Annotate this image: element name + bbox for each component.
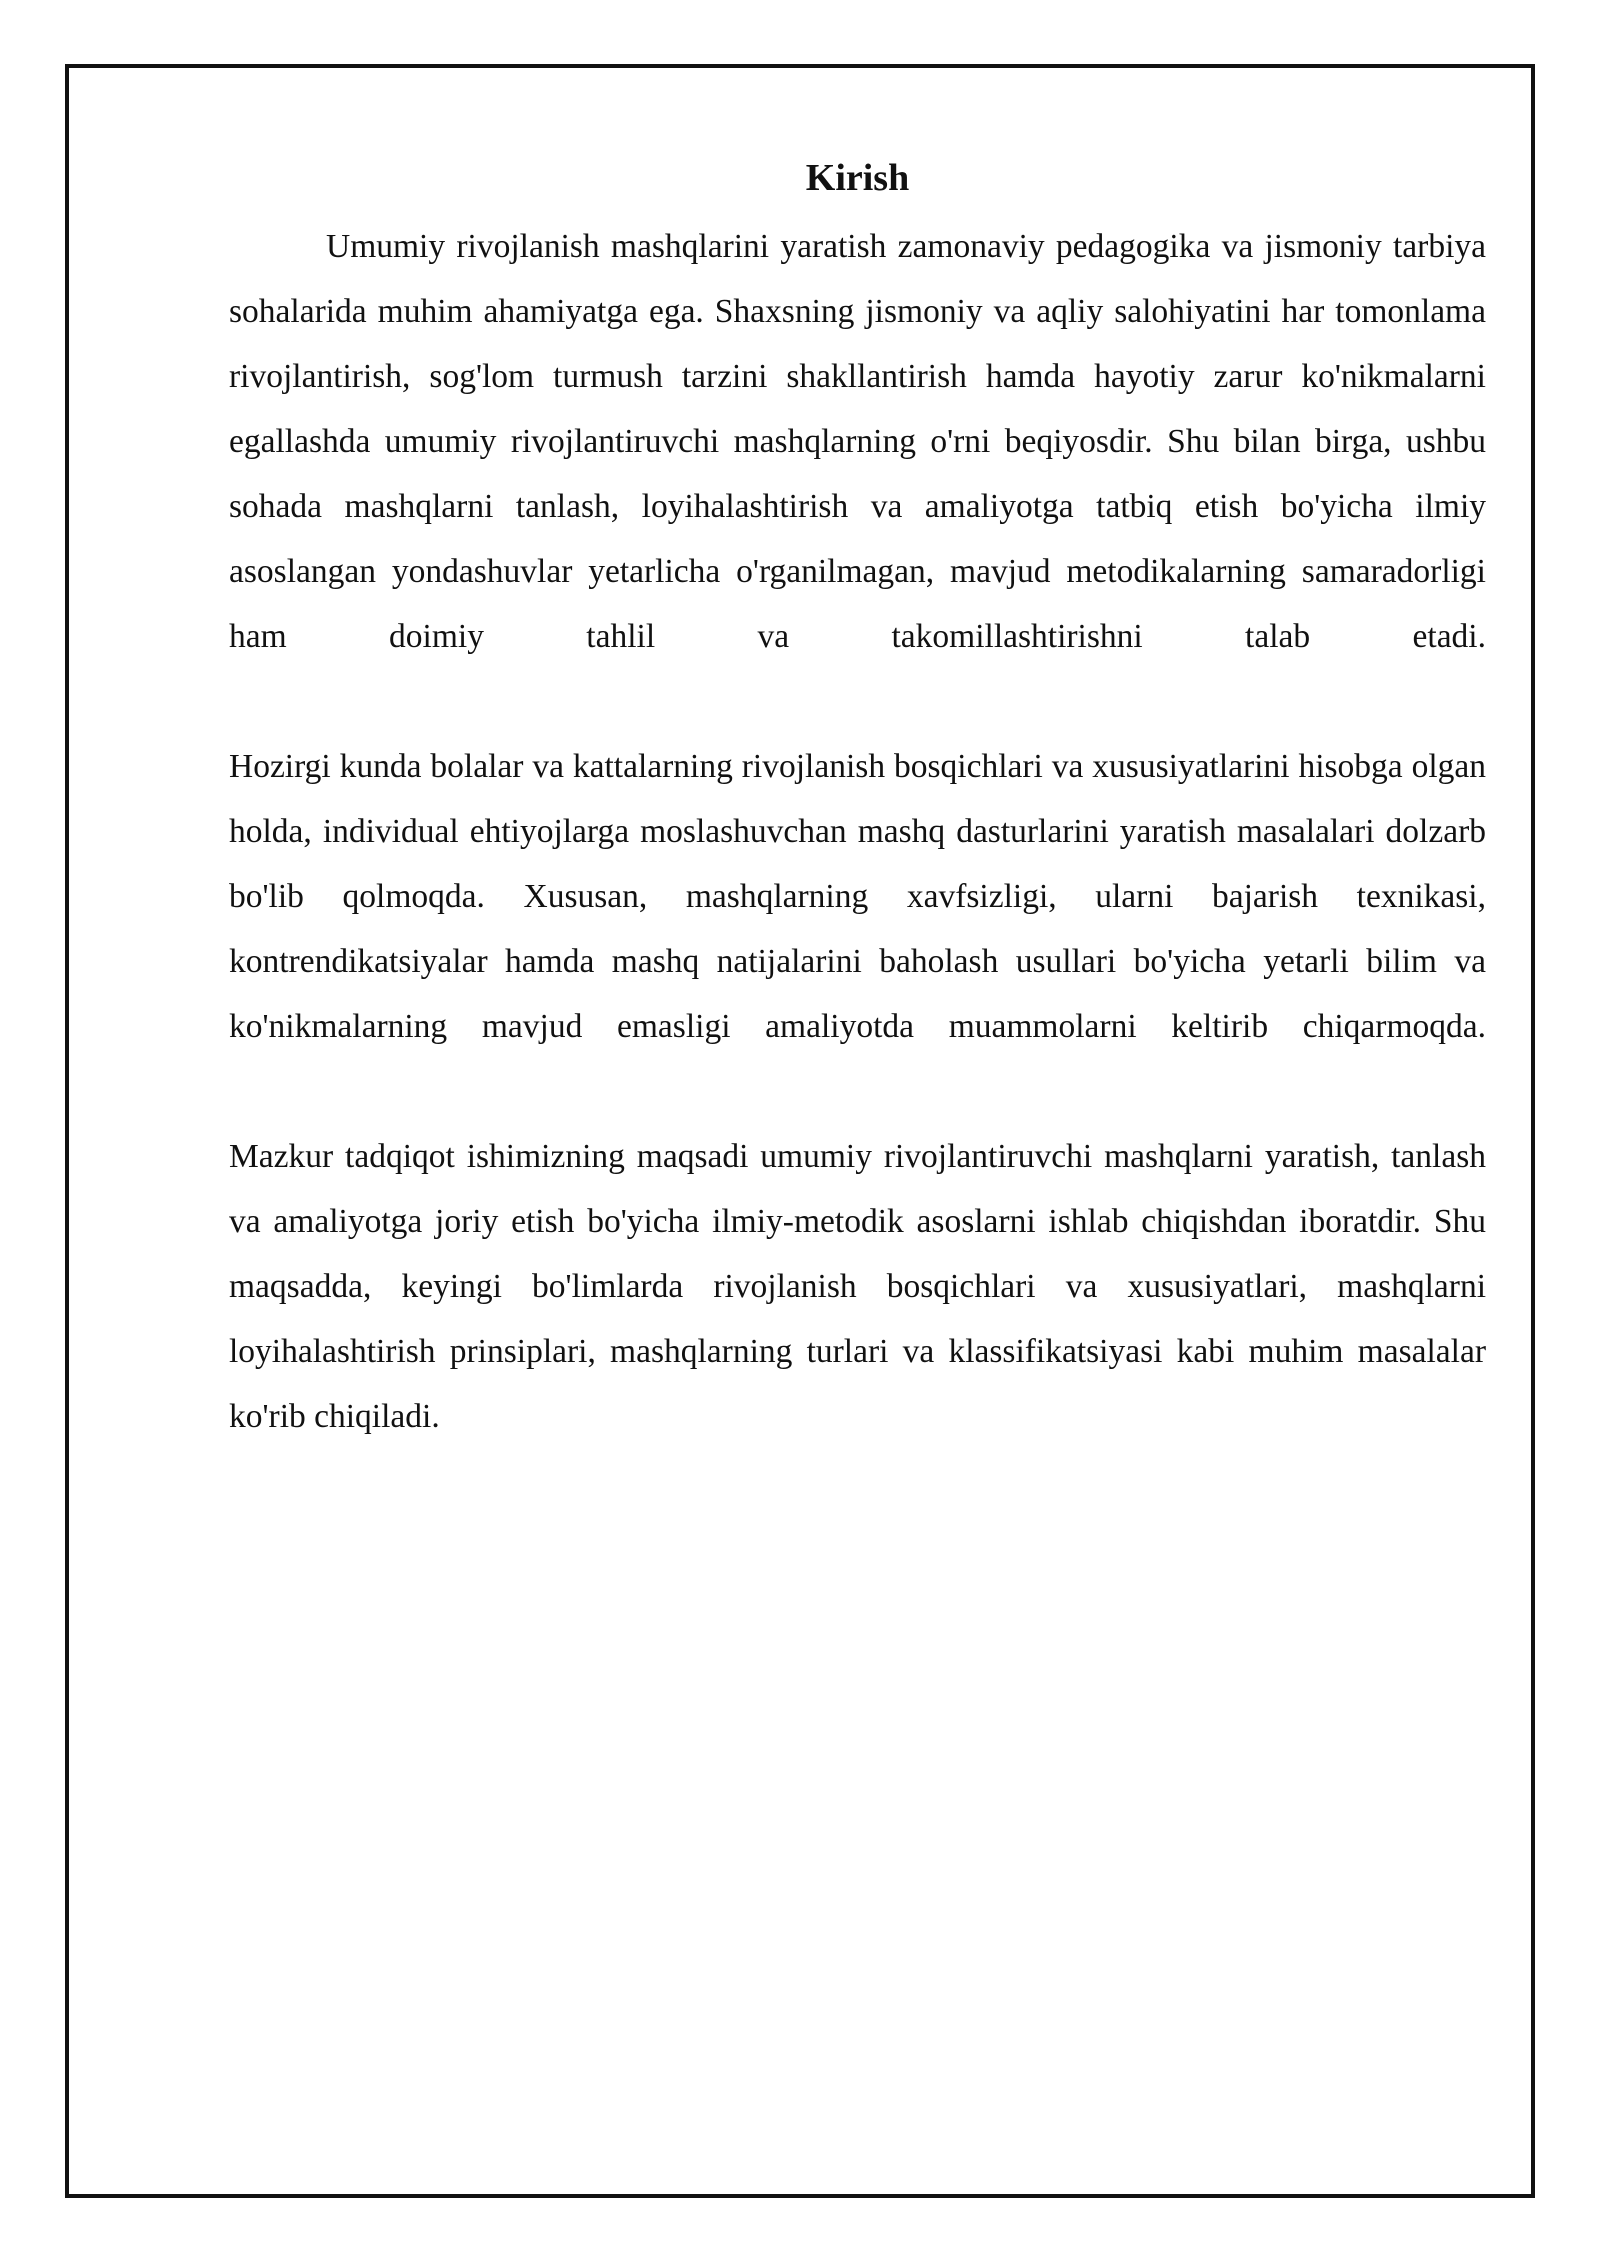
paragraph-spacer (229, 669, 1486, 734)
paragraph-3: Mazkur tadqiqot ishimizning maqsadi umumiy rivojlantiruvchi mashqlarni yaratish, tanlash va amaliyotga joriy etish bo'yicha ilmiy-metodik asoslarni ishlab chiqishdan iboratdir. Shu maqsadda, keyingi bo'limlarda rivojlanish bosqichlari va xususiyatlari, mashqlarni loyihalashtirish prinsiplari, mashqlarning turlari va klassifikatsiyasi kabi muhim masalalar ko'rib chiqiladi. (229, 1138, 1486, 1435)
paragraph-1: Umumiy rivojlanish mashqlarini yaratish zamonaviy pedagogika va jismoniy tarbiya sohalarida muhim ahamiyatga ega. Shaxsning jismoniy va aqliy salohiyatini har tomonlama rivojlantirish, sog'lom turmush tarzini shakllantirish hamda hayotiy zarur ko'nikmalarni egallashda umumiy rivojlantiruvchi mashqlarning o'rni beqiyosdir. Shu bilan birga, ushbu sohada mashqlarni tanlash, loyihalashtirish va amaliyotga tatbiq etish bo'yicha ilmiy asoslangan yondashuvlar yetarlicha o'rganilmagan, mavjud metodikalarning samaradorligi ham doimiy tahlil va takomillashtirishni talab etadi. (229, 228, 1486, 655)
document-title: Kirish (805, 157, 910, 199)
paragraph-2: Hozirgi kunda bolalar va kattalarning rivojlanish bosqichlari va xususiyatlarini hisobga olgan holda, individual ehtiyojlarga moslashuvchan mashq dasturlarini yaratish masalalari dolzarb bo'lib qolmoqda. Xususan, mashqlarning xavfsizligi, ularni bajarish texnikasi, kontrendikatsiyalar hamda mashq natijalarini baholash usullari bo'yicha yetarli bilim va ko'nikmalarning mavjud emasligi amaliyotda muammolarni keltirib chiqarmoqda. (229, 748, 1486, 1045)
document-body (229, 148, 1486, 1449)
paragraph-spacer (229, 1059, 1486, 1124)
